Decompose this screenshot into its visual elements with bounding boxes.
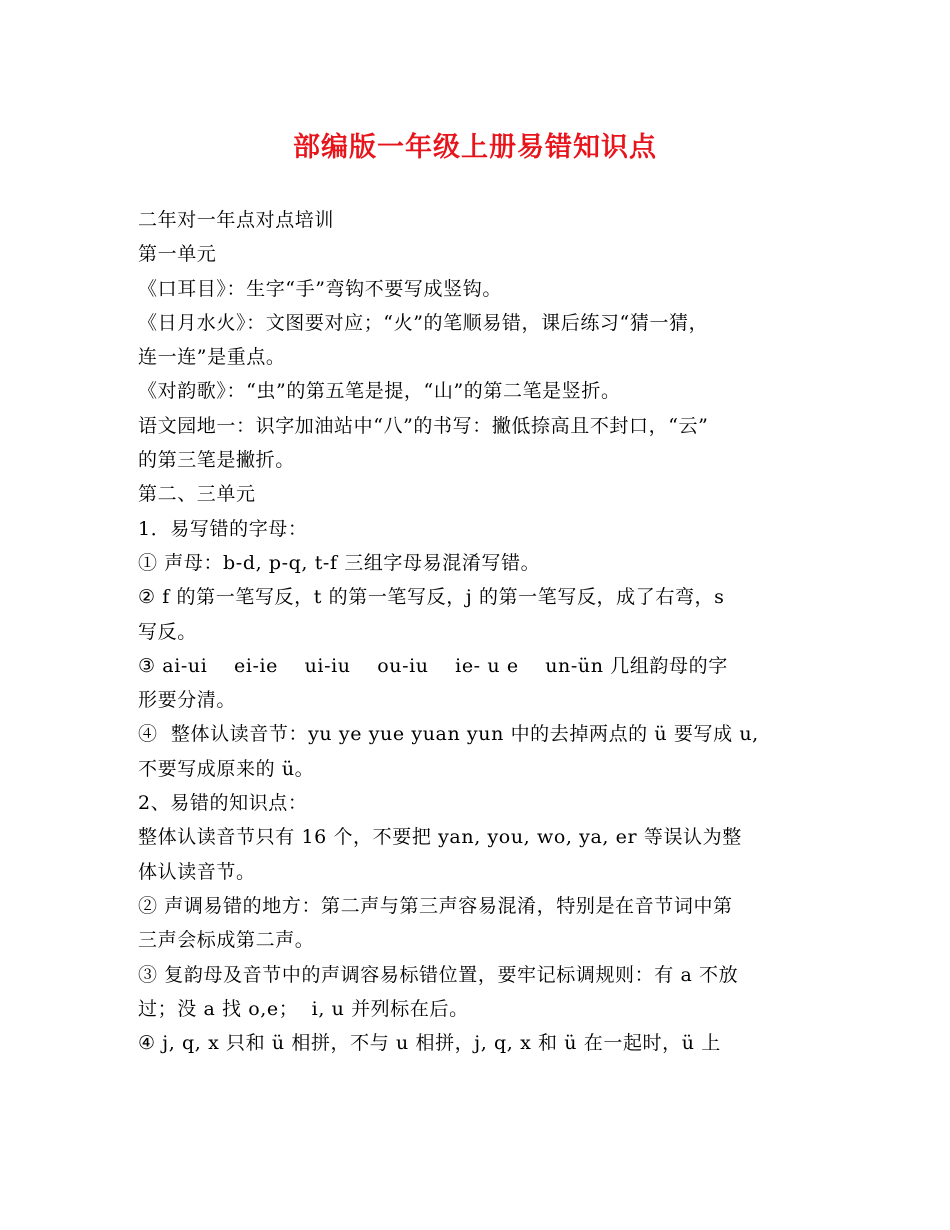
text-line: 第二、三单元 [138,483,256,506]
text-line: 第一单元 [138,243,217,266]
text-line: ① 声母：b-d, p-q, t-f 三组字母易混淆写错。 [138,551,541,574]
text-line: 《对韵歌》：“虫”的第五笔是提，“山”的第二笔是竖折。 [138,380,621,403]
text-line: 2、易错的知识点： [138,792,308,815]
text-line: 写反。 [138,620,197,643]
document-title: 部编版一年级上册易错知识点 [293,132,657,163]
text-line: 《口耳目》：生字“手”弯钩不要写成竖钩。 [138,277,502,300]
text-line: 二年对一年点对点培训 [138,209,335,231]
text-line: 形要分清。 [138,689,237,712]
text-line: ③ ai-ui ei-ie ui-iu ou-iu ie- u e un-ün 几组韵母的字 [138,654,728,677]
text-line: 过；没 a 找 o,e； i, u 并列标在后。 [138,997,469,1020]
text-line: 整体认读音节只有 16 个，不要把 yan, you, wo, ya, er 等误认为整 [138,826,742,849]
text-line: ③ 复韵母及音节中的声调容易标错位置，要牢记标调规则：有 a 不放 [138,963,739,986]
document-body [138,203,814,1060]
text-line: 不要写成原来的 ü。 [138,757,315,780]
text-line: 连一连”是重点。 [138,346,286,369]
text-line: 的第三笔是撇折。 [138,449,295,472]
text-line: ④ 整体认读音节：yu ye yue yuan yun 中的去掉两点的 ü 要写成 u, [138,723,759,746]
text-line: 《日月水火》：文图要对应；“火”的笔顺易错，课后练习“猜一猜， [138,311,709,334]
text-line: ② 声调易错的地方：第二声与第三声容易混淆，特别是在音节词中第 [138,894,733,917]
text-line: 1．易写错的字母： [138,517,308,540]
text-line: ② f 的第一笔写反，t 的第一笔写反，j 的第一笔写反，成了右弯，s [138,586,725,609]
text-line: 语文园地一：识字加油站中“八”的书写：撇低捺高且不封口，“云” [138,414,709,437]
text-line: 三声会标成第二声。 [138,929,315,952]
text-line: ④ j, q, x 只和 ü 相拼，不与 u 相拼，j, q, x 和 ü 在一起时，ü 上 [138,1032,721,1055]
text-line: 体认读音节。 [138,860,256,883]
